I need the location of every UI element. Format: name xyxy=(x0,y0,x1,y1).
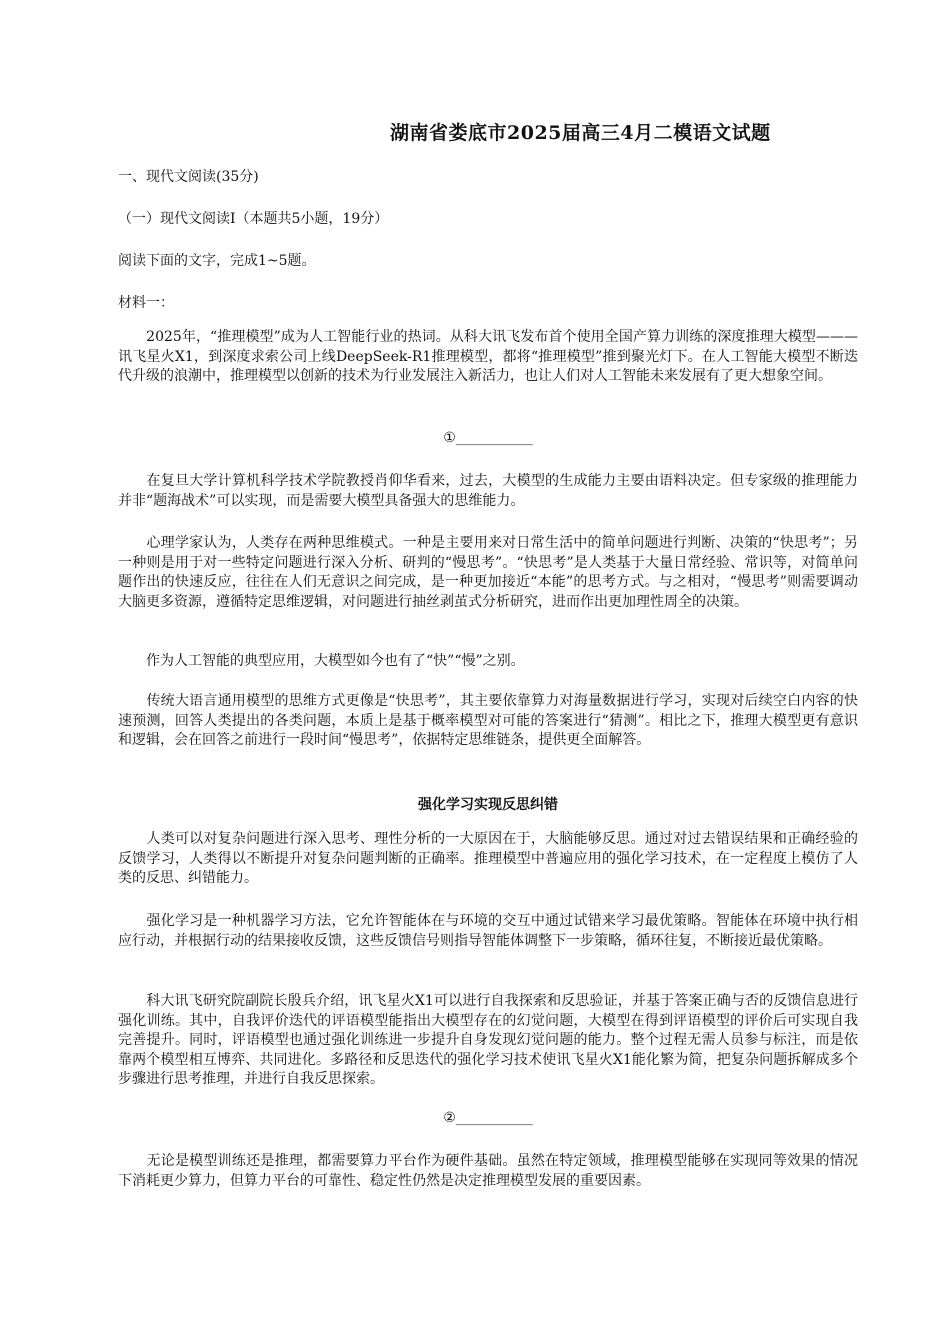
paragraph: 无论是模型训练还是推理，都需要算力平台作为硬件基础。虽然在特定领域，推理模型能够在实现同等效果的情况下消耗更少算力，但算力平台的可靠性、稳定性仍然是决定推理模型发展的重要因素。 xyxy=(118,1153,858,1189)
paragraph: 2025年，“推理模型”成为人工智能行业的热词。从科大讯飞发布首个使用全国产算力训练的深度推理大模型———讯飞星火X1，到深度求索公司上线DeepSeek-R1推理模型，都将“推理模型”推到聚光灯下。在人工智能大模型不断迭代升级的浪潮中，推理模型以创新的技术为行业发展注入新活力，也让人们对人工智能未来发展有了更大想象空间。 xyxy=(118,329,858,385)
paragraph: 传统大语言通用模型的思维方式更像是“快思考”，其主要依靠算力对海量数据进行学习，实现对后续空白内容的快速预测，回答人类提出的各类问题，本质上是基于概率模型对可能的答案进行“猜测”。相比之下，推理大模型更有意识和逻辑，会在回答之前进行一段时间“慢思考”，依据特定思维链条，提供更全面解答。 xyxy=(118,693,858,749)
paragraph: 科大讯飞研究院副院长殷兵介绍，讯飞星火X1可以进行自我探索和反思验证，并基于答案正确与否的反馈信息进行强化训练。其中，自我评价迭代的评语模型能指出大模型存在的幻觉问题，大模型在得到评语模型的评价后可实现自我完善提升。同时，评语模型也通过强化训练进一步提升自身发现幻觉问题的能力。整个过程无需人员参与标注，而是依靠两个模型相互博弈、共同进化。多路径和反思迭代的强化学习技术使讯飞星火X1能化繁为简，把复杂问题拆解成多个步骤进行思考推理，并进行自我反思探索。 xyxy=(118,993,858,1088)
paragraph: 在复旦大学计算机科学技术学院教授肖仰华看来，过去，大模型的生成能力主要由语料决定。但专家级的推理能力并非“题海战术”可以实现，而是需要大模型具备强大的思维能力。 xyxy=(118,473,858,509)
material-label: 材料一： xyxy=(118,295,174,311)
paragraph: 强化学习是一种机器学习方法，它允许智能体在与环境的交互中通过试错来学习最优策略。智能体在环境中执行相应行动，并根据行动的结果接收反馈，这些反馈信号则指导智能体调整下一步策略，循环往复，不断接近最优策略。 xyxy=(118,913,858,949)
instruction-text: 阅读下面的文字，完成1~5题。 xyxy=(118,253,316,269)
paragraph: 人类可以对复杂问题进行深入思考、理性分析的一大原因在于，大脑能够反思。通过对过去错误结果和正确经验的反馈学习，人类得以不断提升对复杂问题判断的正确率。推理模型中普遍应用的强化学习技术，在一定程度上模仿了人类的反思、纠错能力。 xyxy=(118,831,858,887)
subsection-heading: （一）现代文阅读Ⅰ（本题共5小题，19分） xyxy=(118,211,389,227)
subheading: 强化学习实现反思纠错 xyxy=(418,797,558,813)
blank-heading-2: ②___________ xyxy=(443,1110,533,1126)
document-title: 湖南省娄底市2025届高三4月二模语文试题 xyxy=(390,122,771,144)
paragraph: 心理学家认为，人类存在两种思维模式。一种是主要用来对日常生活中的简单问题进行判断、决策的“快思考”；另一种则是用于对一些特定问题进行深入分析、研判的“慢思考”。“快思考”是人类基于大量日常经验、常识等，对简单问题作出的快速反应，往往在人们无意识之间完成，是一种更加接近“本能”的思考方式。与之相对，“慢思考”则需要调动大脑更多资源，遵循特定思维逻辑，对问题进行抽丝剥茧式分析研究，进而作出更加理性周全的决策。 xyxy=(118,535,858,610)
section-heading: 一、现代文阅读(35分) xyxy=(118,169,259,185)
paragraph: 作为人工智能的典型应用，大模型如今也有了“快”“慢”之别。 xyxy=(118,653,525,669)
blank-heading-1: ①___________ xyxy=(443,430,533,446)
